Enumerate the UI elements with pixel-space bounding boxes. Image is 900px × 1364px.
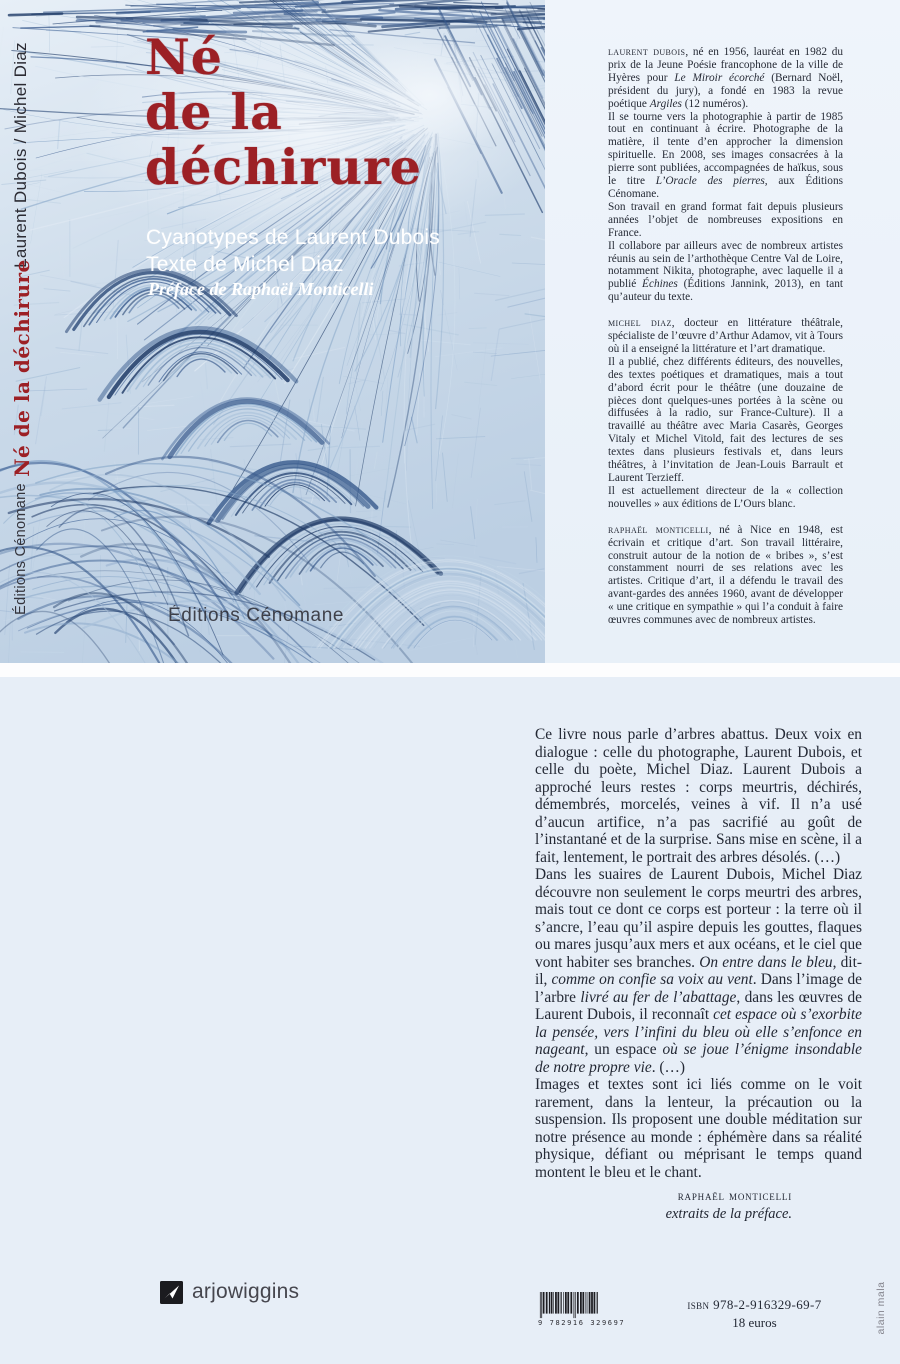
preface-excerpt — [535, 726, 862, 1223]
barcode-digits: 9 782916 329697 — [538, 1319, 626, 1327]
bio-flap — [545, 0, 900, 663]
isbn-block — [652, 1297, 857, 1331]
book-title-line: Né — [145, 28, 223, 86]
spine-publisher: Éditions Cénomane — [13, 483, 29, 615]
author-biographies: laurent dubois, né en 1956, lauréat en 1982 du prix de la Jeune Poésie francophone de la ville de Hyères pour Le Miroir écorché (Bernard Noël, président du jury), a fondé en 1983 la revue poétique Argiles (12 numéros). Il se tourne vers la photographie à partir de 1985 tout en continuant à écrire. Photographe de la matière, il tente d’en approcher la dimension spirituelle. En 2008, ses images consacrées à la pierre sont publiées, accompagnées de haïkus, sous le titre L’Oracle des pierres, aux Éditions Cénomane. Son travail en grand format fait depuis plusieurs années l’objet de nombreuses expositions en France. Il collabore par ailleurs avec de nombreux artistes réunis au sein de l’arthothèque Centre Val de Loire, notamment Nikita, photographe, avec laquelle il a publié Échines (Éditions Jannink, 2013), en tant qu’auteur du texte. michel diaz, docteur en littérature théâtrale, spécialiste de l’œuvre d’Arthur Adamov, vit à Tours où il a enseigné la littérature et l’art dramatique. Il a publié, chez différents éditeurs, des nouvelles, des textes poétiques et dramatiques, mais a tout d’abord écrit pour le théâtre (une douzaine de pièces dont quelques-unes portées à la scène ou diffusées à la radio, sur France-Culture). Il a travaillé au théâtre avec Maria Casarès, Georges Vitaly et Michel Vitold, fait des lectures de ses textes dans plusieurs festivals et, dans leurs théâtres, à l’invitation de Jean-Louis Barrault et Laurent Terzieff. Il est actuellement directeur de la « collection nouvelles » aux éditions de L’Ours blanc. raphaël monticelli, né à Nice en 1948, est écrivain et critique d’art. Son travail littéraire, construit autour de la notion de « bribes », s’est constamment nourri de ses relations avec les artistes. Critique d’art, il a défendu le travail des avant-gardes des années 1960, avant de développer « une critique en sympathie » qui l’a conduit à faire œuvres communes avec de nombreux artistes. — [608, 46, 843, 627]
spine-authors: Laurent Dubois / Michel Diaz — [11, 42, 30, 268]
signature-block — [535, 1187, 862, 1223]
front-cover — [0, 0, 545, 663]
preface-credit: Préface de Raphaël Monticelli — [148, 279, 374, 299]
barcode — [538, 1292, 626, 1327]
back-cover — [0, 677, 900, 1364]
signature-note: extraits de la préface. — [665, 1205, 792, 1222]
book-subtitle — [146, 224, 440, 278]
subtitle-line: Cyanotypes de Laurent Dubois — [146, 226, 440, 249]
spine-title: Né de la déchirure — [10, 259, 34, 477]
arjowiggins-logo-icon — [160, 1281, 183, 1304]
isbn-number: isbn 978-2-916329-69-7 — [687, 1297, 822, 1312]
page-gap — [0, 663, 900, 677]
design-credit: alain mala — [875, 1281, 887, 1335]
price: 18 euros — [732, 1315, 777, 1330]
book-title-line: de la — [145, 83, 283, 141]
book-title-line: déchirure — [145, 138, 422, 196]
printer-logo — [160, 1280, 299, 1304]
front-spread — [0, 0, 900, 663]
book-title — [145, 30, 422, 195]
barcode-bars-icon — [538, 1292, 598, 1319]
subtitle-line: Texte de Michel Diaz — [146, 253, 344, 276]
signature-name: raphaël monticelli — [677, 1188, 792, 1203]
preface-paragraphs: Ce livre nous parle d’arbres abattus. Deux voix en dialogue : celle du photographe, Laurent Dubois, et celle du poète, Michel Diaz. Laurent Dubois a approché leurs restes : corps meurtris, déchirés, démembrés, morcelés, veines à vif. Il n’a usé d’aucun artifice, n’a pas sacrifié au goût de l’instantané et de la surprise. Sans mise en scène, il a fait, lentement, le portrait des arbres désolés. (…) Dans les suaires de Laurent Dubois, Michel Diaz découvre non seulement le corps meurtri des arbres, mais tout ce dont ce corps est porteur : la terre où il s’ancre, l’eau qu’il aspire depuis les gouttes, flaques ou mares jusqu’aux mers et aux océans, et le ciel que vont habiter ses branches. On entre dans le bleu, dit-il, comme on confie sa voix au vent. Dans l’image de l’arbre livré au fer de l’abattage, dans les œuvres de Laurent Dubois, il reconnaît cet espace où s’exorbite la pensée, vers l’infini du bleu où elle s’enfonce en nageant, un espace où se joue l’énigme insondable de notre propre vie. (…) Images et textes sont ici liés comme on le voit rarement, dans la lenteur, la précaution ou la suspension. Ils proposent une double méditation sur notre présence au monde : éphémère dans sa réalité physique, défiant ou méprisant le temps quand montent le bleu et le chant. — [535, 726, 863, 1181]
cover-publisher: Éditions Cénomane — [168, 605, 345, 626]
printer-name: arjowiggins — [192, 1280, 300, 1303]
